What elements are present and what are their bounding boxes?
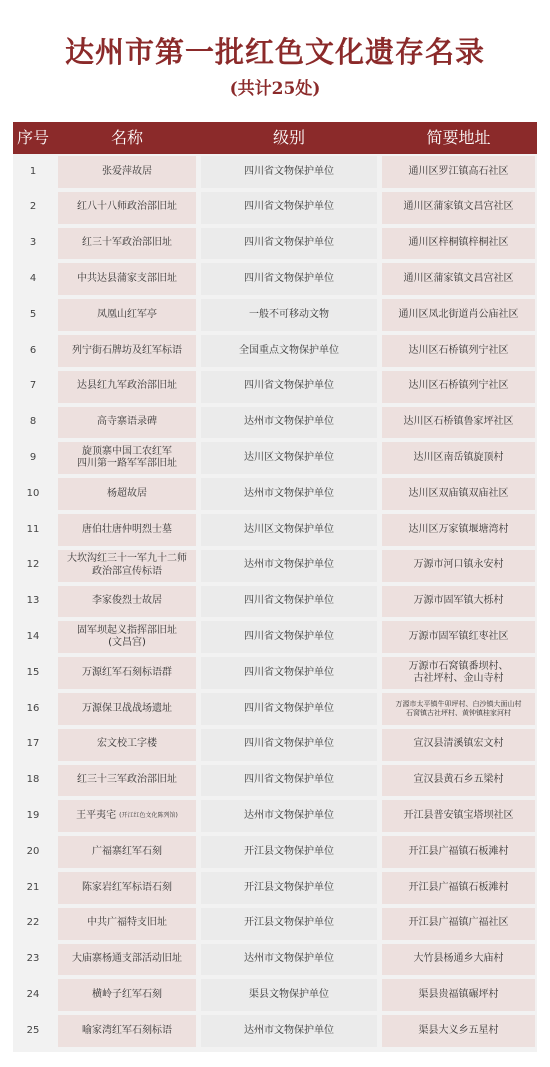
table-row <box>13 727 537 763</box>
header-no: 序号 <box>16 128 49 147</box>
row-number-text: 24 <box>26 988 40 1000</box>
heritage-name <box>58 944 196 976</box>
protection-level <box>201 765 377 797</box>
row-number-text: 8 <box>29 416 37 428</box>
row-number <box>13 335 53 367</box>
protection-level <box>201 729 377 761</box>
header-address: 简要地址 <box>426 128 491 147</box>
table-row <box>13 619 537 655</box>
protection-level-text: 四川省文物保护单位 <box>244 201 334 213</box>
heritage-name <box>58 335 196 367</box>
heritage-name <box>58 550 196 582</box>
heritage-name-text: 红八十八师政治部旧址 <box>77 201 177 213</box>
heritage-name <box>58 192 196 224</box>
protection-level-text: 四川省文物保护单位 <box>244 273 334 285</box>
table-row <box>13 834 537 870</box>
brief-address-text: 开江县广福镇石板滩村 <box>408 845 509 857</box>
brief-address <box>382 944 535 976</box>
brief-address <box>382 693 535 725</box>
row-number <box>13 371 53 403</box>
brief-address-text: 开江县普安镇宝塔坝社区 <box>403 809 514 821</box>
table-row <box>13 942 537 978</box>
heritage-name-text: 喻家湾红军石刻标语 <box>82 1024 172 1036</box>
table-row <box>13 691 537 727</box>
row-number <box>13 192 53 224</box>
row-number <box>13 550 53 582</box>
heritage-name <box>58 442 196 474</box>
heritage-name <box>58 478 196 510</box>
heritage-name-text: 李家俊烈士故居 <box>92 595 162 607</box>
row-number-text: 5 <box>29 308 37 320</box>
brief-address-text: 万源市石窝镇番坝村、 古社坪村、金山寺村 <box>408 660 509 685</box>
heritage-name-text: 固军坝起义指挥部旧址 (文昌宫) <box>77 624 177 649</box>
heritage-name <box>58 514 196 546</box>
brief-address-text: 通川区罗江镇高石社区 <box>408 165 509 177</box>
protection-level <box>201 836 377 868</box>
brief-address-text: 万源市固军镇红枣社区 <box>408 631 509 642</box>
brief-address <box>382 371 535 403</box>
protection-level <box>201 1015 377 1047</box>
heritage-table <box>13 122 537 1052</box>
row-number <box>13 621 53 653</box>
brief-address-text: 达川区石桥镇鲁家坪社区 <box>403 416 514 428</box>
protection-level-text: 达州市文物保护单位 <box>244 953 334 965</box>
row-number-text: 18 <box>26 774 40 786</box>
heritage-name-text: 大坎沟红三十一军九十二师 政治部宣传标语 <box>67 553 187 577</box>
brief-address-text: 宣汉县清溪镇宏文村 <box>413 738 504 750</box>
brief-address-text: 达川区南岳镇旋顶村 <box>413 452 504 464</box>
protection-level <box>201 407 377 439</box>
heritage-name-text: 红三十三军政治部旧址 <box>77 774 177 786</box>
brief-address-text: 通川区梓桐镇梓桐社区 <box>408 237 509 249</box>
row-number <box>13 944 53 976</box>
header-name: 名称 <box>110 128 143 147</box>
brief-address <box>382 478 535 510</box>
protection-level-text: 四川省文物保护单位 <box>244 702 334 714</box>
protection-level-text: 达州市文物保护单位 <box>244 809 334 821</box>
protection-level <box>201 263 377 295</box>
protection-level-text: 四川省文物保护单位 <box>244 631 334 642</box>
heritage-name <box>58 979 196 1011</box>
row-number <box>13 657 53 689</box>
brief-address <box>382 550 535 582</box>
protection-level-text: 四川省文物保护单位 <box>244 774 334 786</box>
row-number <box>13 514 53 546</box>
brief-address-text: 通川区蒲家镇文昌宫社区 <box>403 201 514 213</box>
heritage-name <box>58 800 196 832</box>
heritage-name <box>58 621 196 653</box>
table-row <box>13 1013 537 1049</box>
table-row <box>13 655 537 691</box>
brief-address <box>382 335 535 367</box>
row-number <box>13 299 53 331</box>
heritage-name <box>58 872 196 904</box>
brief-address <box>382 836 535 868</box>
table-row <box>13 297 537 333</box>
heritage-name <box>58 1015 196 1047</box>
brief-address <box>382 192 535 224</box>
heritage-name-text: 凤凰山红军亭 <box>97 308 157 320</box>
heritage-name-text: 宏文校工字楼 <box>97 738 157 750</box>
brief-address <box>382 657 535 689</box>
brief-address-text: 通川区蒲家镇文昌宫社区 <box>403 273 514 285</box>
table-row <box>13 226 537 262</box>
table-body <box>13 154 537 1049</box>
heritage-name <box>58 657 196 689</box>
row-number <box>13 908 53 940</box>
table-row <box>13 369 537 405</box>
protection-level-text: 四川省文物保护单位 <box>244 666 334 678</box>
brief-address-text: 万源市河口镇永安村 <box>413 559 504 571</box>
table-row <box>13 548 537 584</box>
row-number-text: 6 <box>29 344 37 356</box>
brief-address <box>382 299 535 331</box>
heritage-name-text: 红三十军政治部旧址 <box>82 237 172 249</box>
protection-level-text: 渠县文物保护单位 <box>249 988 329 1000</box>
heritage-name-text: 中共广福特支旧址 <box>87 917 167 929</box>
heritage-name-text: 旋顶寨中国工农红军 四川第一路军军部旧址 <box>77 445 177 470</box>
heritage-name <box>58 156 196 188</box>
brief-address-text: 通川区凤北街道肖公庙社区 <box>398 308 519 320</box>
row-number-text: 21 <box>26 881 40 893</box>
brief-address-text: 万源市太平镇牛卯坪村、白沙镇大面山村 石窝镇古社坪村、黄钟镇桂家河村 <box>395 699 522 717</box>
brief-address-text: 开江县广福镇广福社区 <box>408 917 509 929</box>
row-number-text: 16 <box>26 702 40 714</box>
brief-address <box>382 979 535 1011</box>
page-subtitle: (共计25处) <box>229 79 321 99</box>
brief-address <box>382 872 535 904</box>
heritage-name-text: 杨超故居 <box>107 487 147 499</box>
heritage-name-text: 达县红九军政治部旧址 <box>77 380 177 392</box>
protection-level <box>201 800 377 832</box>
row-number <box>13 800 53 832</box>
protection-level <box>201 944 377 976</box>
heritage-name-text: 大庙寨杨通支部活动旧址 <box>72 953 182 965</box>
row-number <box>13 872 53 904</box>
table-row <box>13 476 537 512</box>
protection-level-text: 四川省文物保护单位 <box>244 595 334 607</box>
heritage-name <box>58 836 196 868</box>
heritage-name-text: 广福寨红军石刻 <box>92 845 162 857</box>
brief-address-text: 达川区石桥镇列宁社区 <box>408 344 509 356</box>
row-number <box>13 1015 53 1047</box>
heritage-name-note: (开江红色文化陈列馆) <box>119 812 178 820</box>
protection-level <box>201 872 377 904</box>
protection-level-text: 开江县文物保护单位 <box>244 845 334 857</box>
protection-level-text: 一般不可移动文物 <box>249 308 329 320</box>
protection-level <box>201 657 377 689</box>
brief-address-text: 达川区石桥镇列宁社区 <box>408 380 509 392</box>
protection-level <box>201 621 377 653</box>
protection-level <box>201 979 377 1011</box>
brief-address-text: 大竹县杨通乡大庙村 <box>413 953 504 965</box>
page-title: 达州市第一批红色文化遗存名录 <box>64 35 485 69</box>
brief-address-text: 宣汉县黄石乡五梁村 <box>413 774 504 786</box>
table-row <box>13 261 537 297</box>
row-number <box>13 693 53 725</box>
protection-level <box>201 442 377 474</box>
row-number-text: 1 <box>29 165 37 177</box>
brief-address <box>382 908 535 940</box>
protection-level-text: 四川省文物保护单位 <box>244 380 334 392</box>
protection-level <box>201 192 377 224</box>
brief-address-text: 万源市固军镇大栎村 <box>413 595 504 607</box>
heritage-name-text: 万源保卫战战场遗址 <box>82 702 172 714</box>
row-number-text: 12 <box>26 559 40 571</box>
protection-level <box>201 228 377 260</box>
heritage-name <box>58 586 196 618</box>
protection-level-text: 达川区文物保护单位 <box>244 523 334 535</box>
brief-address <box>382 514 535 546</box>
protection-level <box>201 478 377 510</box>
row-number-text: 22 <box>26 917 40 929</box>
brief-address-text: 达川区双庙镇双庙社区 <box>408 487 509 499</box>
protection-level-text: 四川省文物保护单位 <box>244 237 334 249</box>
protection-level-text: 四川省文物保护单位 <box>244 165 334 177</box>
heritage-name <box>58 371 196 403</box>
protection-level <box>201 371 377 403</box>
row-number <box>13 442 53 474</box>
table-row <box>13 512 537 548</box>
row-number <box>13 263 53 295</box>
heritage-name-text: 张爱萍故居 <box>102 165 152 177</box>
brief-address <box>382 407 535 439</box>
row-number <box>13 478 53 510</box>
table-row <box>13 584 537 620</box>
brief-address <box>382 765 535 797</box>
row-number-text: 25 <box>26 1024 40 1036</box>
heritage-name <box>58 299 196 331</box>
heritage-name-text: 横岭子红军石刻 <box>92 988 162 1000</box>
row-number-text: 15 <box>26 666 40 678</box>
table-row <box>13 763 537 799</box>
protection-level <box>201 908 377 940</box>
brief-address-text: 渠县贵福镇碾坪村 <box>418 988 499 1000</box>
brief-address <box>382 729 535 761</box>
brief-address-text: 达川区万家镇堰塘湾村 <box>408 523 509 535</box>
brief-address-text: 渠县大义乡五星村 <box>418 1024 499 1036</box>
brief-address <box>382 442 535 474</box>
header-level: 级别 <box>272 128 305 147</box>
heritage-name <box>58 407 196 439</box>
row-number-text: 23 <box>26 953 40 965</box>
row-number-text: 2 <box>29 201 37 213</box>
row-number <box>13 729 53 761</box>
heritage-name <box>58 729 196 761</box>
protection-level <box>201 693 377 725</box>
protection-level <box>201 586 377 618</box>
table-row <box>13 154 537 190</box>
table-row <box>13 190 537 226</box>
protection-level-text: 全国重点文物保护单位 <box>239 344 339 356</box>
protection-level <box>201 550 377 582</box>
row-number <box>13 765 53 797</box>
table-row <box>13 333 537 369</box>
row-number-text: 19 <box>26 809 40 821</box>
row-number <box>13 836 53 868</box>
protection-level <box>201 514 377 546</box>
protection-level-text: 达州市文物保护单位 <box>244 559 334 571</box>
table-header <box>13 122 537 154</box>
brief-address <box>382 586 535 618</box>
row-number-text: 20 <box>26 845 40 857</box>
heritage-name-text: 唐伯壮唐仲明烈士墓 <box>82 523 172 535</box>
protection-level <box>201 299 377 331</box>
heritage-name-text: 中共达县蒲家支部旧址 <box>77 273 177 285</box>
table-row <box>13 977 537 1013</box>
heritage-name-text: 列宁街石牌坊及红军标语 <box>72 344 182 356</box>
brief-address-text: 开江县广福镇石板滩村 <box>408 881 509 893</box>
heritage-name-text: 陈家岩红军标语石刻 <box>82 881 172 893</box>
row-number-text: 17 <box>26 738 40 750</box>
protection-level-text: 达州市文物保护单位 <box>244 1024 334 1036</box>
row-number <box>13 979 53 1011</box>
heritage-name-text: 万源红军石刻标语群 <box>82 666 172 678</box>
row-number <box>13 586 53 618</box>
table-row <box>13 405 537 441</box>
brief-address <box>382 228 535 260</box>
row-number-text: 3 <box>29 237 37 249</box>
row-number-text: 9 <box>29 452 37 464</box>
table-row <box>13 906 537 942</box>
protection-level-text: 达州市文物保护单位 <box>244 416 334 428</box>
row-number-text: 7 <box>29 380 37 392</box>
row-number-text: 4 <box>29 273 37 285</box>
row-number <box>13 228 53 260</box>
heritage-name <box>58 693 196 725</box>
brief-address <box>382 263 535 295</box>
protection-level <box>201 335 377 367</box>
heritage-name-text: 高寺寨语录碑 <box>97 416 157 428</box>
protection-level-text: 达川区文物保护单位 <box>244 452 334 464</box>
row-number-text: 11 <box>26 523 40 535</box>
table-row <box>13 798 537 834</box>
heritage-name <box>58 263 196 295</box>
protection-level-text: 四川省文物保护单位 <box>244 738 334 750</box>
protection-level-text: 达州市文物保护单位 <box>244 487 334 499</box>
table-row <box>13 870 537 906</box>
row-number-text: 14 <box>26 631 40 642</box>
protection-level <box>201 156 377 188</box>
brief-address <box>382 621 535 653</box>
row-number <box>13 407 53 439</box>
row-number-text: 10 <box>26 487 40 499</box>
brief-address <box>382 800 535 832</box>
heritage-name <box>58 228 196 260</box>
table-row <box>13 440 537 476</box>
heritage-name-text: 王平夷宅 <box>76 809 117 821</box>
protection-level-text: 开江县文物保护单位 <box>244 881 334 893</box>
row-number <box>13 156 53 188</box>
protection-level-text: 开江县文物保护单位 <box>244 917 334 929</box>
heritage-name <box>58 908 196 940</box>
heritage-name <box>58 765 196 797</box>
brief-address <box>382 156 535 188</box>
brief-address <box>382 1015 535 1047</box>
row-number-text: 13 <box>26 595 40 607</box>
